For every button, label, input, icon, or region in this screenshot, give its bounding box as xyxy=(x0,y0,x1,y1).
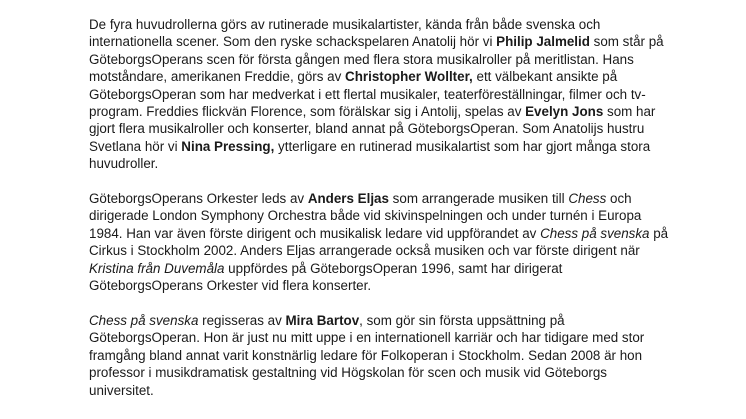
paragraph-cast xyxy=(89,16,674,173)
document-body xyxy=(89,16,674,399)
paragraph-director xyxy=(89,312,674,399)
text-run: och dirigerade London Symphony Orchestra både vid skivinspelningen och under turnén i Europa 1984. Han var även förste dirigent och musikalisk ledare vid uppförandet av xyxy=(89,191,642,241)
italic-title: Kristina från Duvemåla xyxy=(89,260,225,276)
text-run: De fyra huvudrollerna görs av rutinerade musikalartister, kända från både svenska och internationella scener. Som den ryske schackspelaren Anatolij hör vi xyxy=(89,17,601,50)
text-run: som står på GöteborgsOperans scen för första gången med flera stora musikalroller på meritlistan. Hans motståndare, amerikanen Freddie, görs av xyxy=(89,34,664,85)
text-run: som arrangerade musiken till xyxy=(388,191,569,207)
text-run: regisseras av xyxy=(198,312,286,328)
bold-name: Christopher Wollter, xyxy=(345,69,473,85)
bold-name: Mira Bartov xyxy=(285,312,360,328)
bold-name: Evelyn Jons xyxy=(525,104,604,120)
bold-name: Philip Jalmelid xyxy=(496,34,590,50)
italic-title: Chess på svenska xyxy=(89,312,199,328)
bold-name: Anders Eljas xyxy=(307,191,389,207)
text-run: uppfördes på GöteborgsOperan 1996, samt har dirigerat GöteborgsOperans Orkester vid flera konserter. xyxy=(89,260,563,294)
text-run: ett välbekant ansikte på GöteborgsOperan som har medverkat i ett flertal musikaler, teaterföreställningar, filmer och tv-program. Freddies flickvän Florence, som förälskar sig i Antolij, spelas av xyxy=(89,69,646,120)
italic-title: Chess på svenska xyxy=(540,225,650,241)
text-run: , som gör sin första uppsättning på GöteborgsOperan. Hon är just nu mitt uppe i en internationell karriär och har tidigare med stor framgång bland annat varit konstnärlig ledare för Folkoperan i Stockholm. Sedan 2008 är hon professor i musikdramatisk gestaltning vid Högskolan för scen och musik vid Göteborgs universitet. xyxy=(89,312,645,398)
text-run: GöteborgsOperans Orkester leds av xyxy=(89,191,308,207)
text-run: ytterligare en rutinerad musikalartist som har gjort många stora huvudroller. xyxy=(89,138,651,172)
text-run: på Cirkus i Stockholm 2002. Anders Eljas arrangerade också musiken och var förste dirigent när xyxy=(89,225,669,259)
italic-title: Chess xyxy=(568,191,607,207)
bold-name: Nina Pressing, xyxy=(181,138,275,154)
text-run: som har gjort flera musikalroller och konserter, bland annat på GöteborgsOperan. Som Anatolijs hustru Svetlana hör vi xyxy=(89,104,656,154)
paragraph-orchestra xyxy=(89,190,674,294)
